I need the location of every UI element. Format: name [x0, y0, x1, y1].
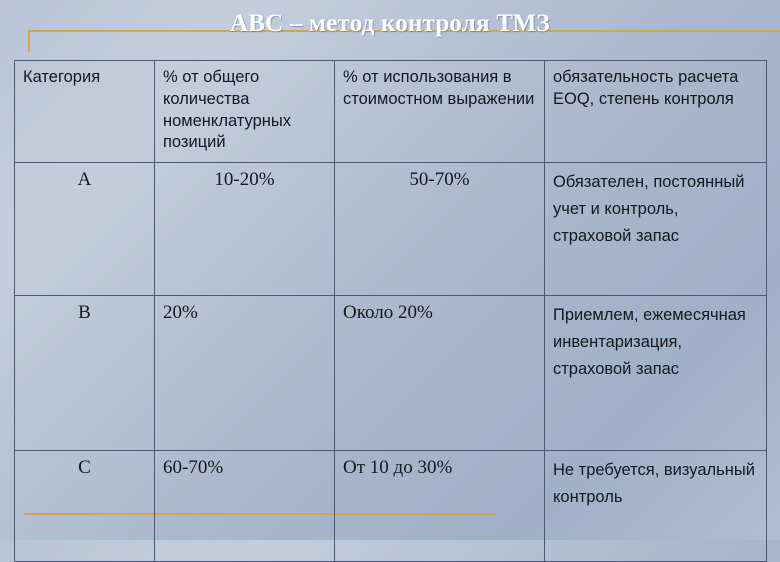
cell-share-items: 60-70% [155, 451, 335, 562]
table-row [15, 451, 767, 562]
table-row [15, 163, 767, 296]
cell-control: Обязателен, постоянный учет и контроль, страховой запас [545, 163, 767, 296]
cell-category: A [15, 163, 155, 296]
cell-control: Приемлем, ежемесячная инвентаризация, страховой запас [545, 296, 767, 451]
cell-share-items: 20% [155, 296, 335, 451]
column-header-category: Категория [15, 61, 155, 163]
cell-category: C [15, 451, 155, 562]
slide-title [0, 4, 780, 46]
cell-control: Не требуется, визуальный контроль [545, 451, 767, 562]
cell-share-value: От 10 до 30% [335, 451, 545, 562]
page-title: ABC – метод контроля ТМЗ [230, 10, 550, 37]
cell-share-items: 10-20% [155, 163, 335, 296]
cell-share-value: Около 20% [335, 296, 545, 451]
column-header-share-value: % от использования в стоимостном выражении [335, 61, 545, 163]
column-header-share-items: % от общего количества номенклатурных позиций [155, 61, 335, 163]
table-row [15, 296, 767, 451]
table-header-row [15, 61, 767, 163]
cell-share-value: 50-70% [335, 163, 545, 296]
column-header-control: обязательность расчета EOQ, степень контроля [545, 61, 767, 163]
abc-method-table [14, 60, 767, 562]
cell-category: B [15, 296, 155, 451]
